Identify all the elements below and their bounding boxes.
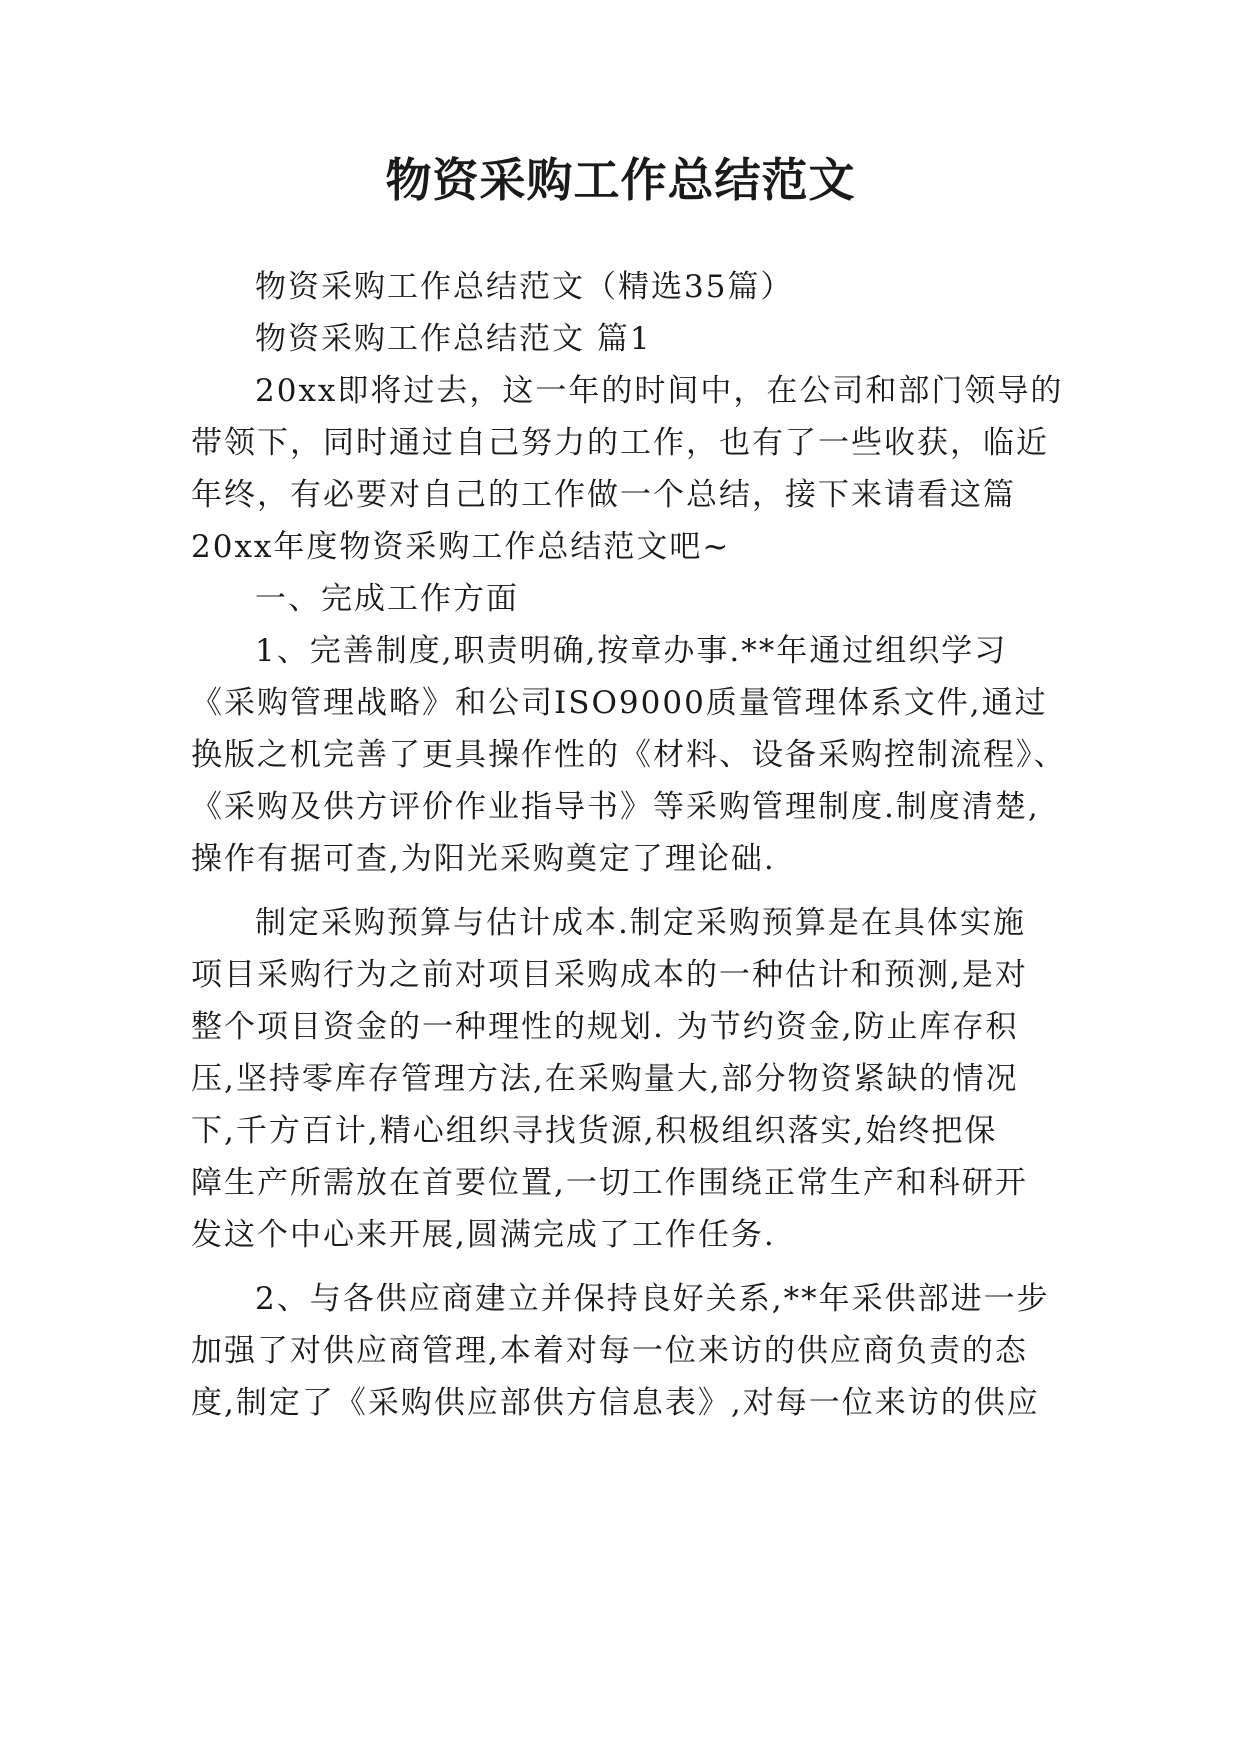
text-line: 障生产所需放在首要位置,一切工作围绕正常生产和科研开: [191, 1165, 1028, 1201]
text-line: 《采购管理战略》和公司ISO9000质量管理体系文件,通过: [191, 685, 1048, 721]
text-line: 20xx年度物资采购工作总结范文吧~: [191, 529, 731, 565]
section-heading: 一、完成工作方面: [255, 581, 519, 617]
text-line: 项目采购行为之前对项目采购成本的一种估计和预测,是对: [191, 957, 1028, 993]
text-line: 物资采购工作总结范文 篇1: [255, 321, 652, 357]
text-line: 20xx即将过去，这一年的时间中，在公司和部门领导的: [255, 373, 1064, 409]
text-line: 《采购及供方评价作业指导书》等采购管理制度.制度清楚,: [191, 789, 1040, 825]
text-line: 物资采购工作总结范文（精选35篇）: [255, 269, 794, 305]
text-line: 整个项目资金的一种理性的规划. 为节约资金,防止库存积: [191, 1009, 1019, 1045]
text-line: 换版之机完善了更具操作性的《材料、设备采购控制流程》、: [191, 737, 1067, 773]
text-line: 1、完善制度,职责明确,按章办事.**年通过组织学习: [255, 633, 1008, 669]
text-line: 2、与各供应商建立并保持良好关系,**年采供部进一步: [255, 1281, 1050, 1317]
text-line: 制定采购预算与估计成本.制定采购预算是在具体实施: [255, 905, 1026, 941]
text-line: 发这个中心来开展,圆满完成了工作任务.: [191, 1217, 776, 1253]
text-line: 带领下，同时通过自己努力的工作，也有了一些收获，临近: [191, 425, 1049, 461]
text-line: 压,坚持零库存管理方法,在采购量大,部分物资紧缺的情况: [191, 1061, 1019, 1097]
document-title: 物资采购工作总结范文: [385, 153, 856, 207]
text-line: 度,制定了《采购供应部供方信息表》,对每一位来访的供应: [191, 1385, 1040, 1421]
text-line: 年终，有必要对自己的工作做一个总结，接下来请看这篇: [191, 477, 1016, 513]
text-line: 加强了对供应商管理,本着对每一位来访的供应商负责的态: [191, 1333, 1028, 1369]
text-line: 下,千方百计,精心组织寻找货源,积极组织落实,始终把保: [191, 1113, 998, 1149]
text-line: 操作有据可查,为阳光采购奠定了理论础.: [191, 841, 776, 877]
